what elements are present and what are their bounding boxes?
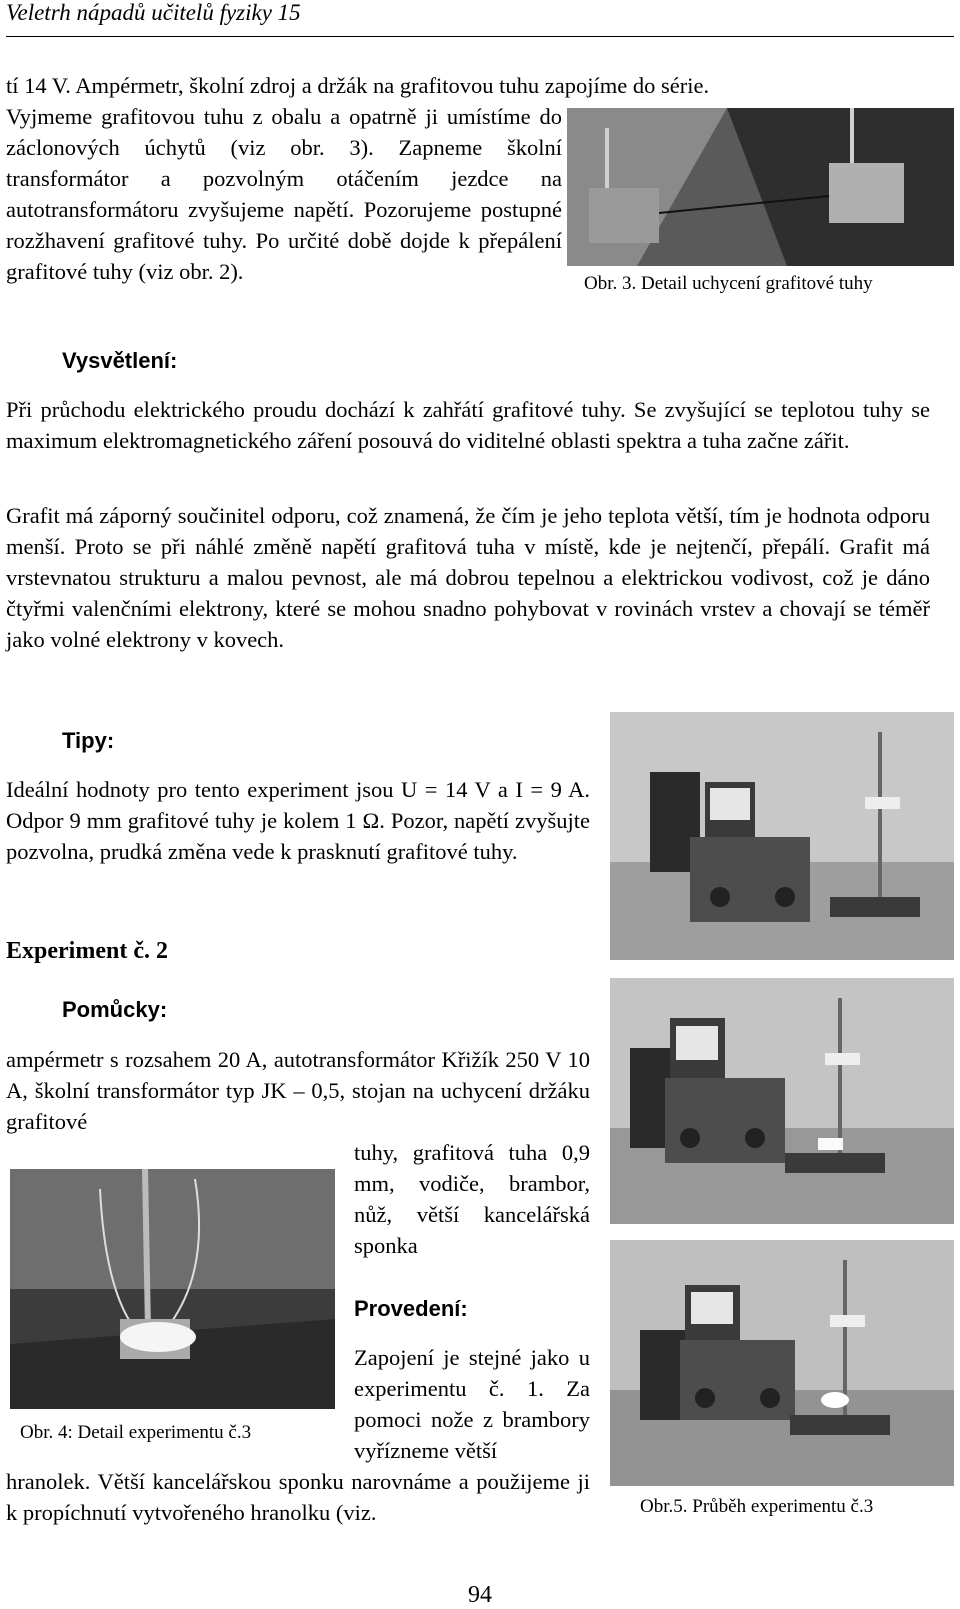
procedure-paragraph-part-1: Zapojení je stejné jako u experimentu č. 1. Za pomoci nože z brambory vyřízneme větší xyxy=(354,1345,590,1463)
running-header: Veletrh nápadů učitelů fyziky 15 xyxy=(6,0,954,37)
page-number: 94 xyxy=(468,1582,492,1608)
tips-heading: Tipy: xyxy=(62,728,115,753)
intro-paragraph: Vyjmeme grafitovou tuhu z obalu a opatrně ji umístíme do záclonových úchytů (viz obr. 3). Zapneme školní transformátor a pozvolným otáčením jezdce na autotransformátoru zvyšujeme napětí. Pozorujeme postupné rozžhavení grafitové tuhy. Po určité době dojde k přepálení grafitové tuhy (viz obr. 2). xyxy=(6,104,562,284)
figure-5-photo-2 xyxy=(610,978,954,1224)
figure-5-photo-3 xyxy=(610,1240,954,1486)
procedure-paragraph-part-2: hranolek. Větší kancelářskou sponku narovnáme a použijeme ji k propíchnutí vytvořeného hranolku (viz. xyxy=(6,1469,590,1525)
tools-heading: Pomůcky: xyxy=(62,997,168,1022)
figure-5-caption: Obr.5. Průběh experimentu č.3 xyxy=(640,1496,874,1517)
explanation-heading: Vysvětlení: xyxy=(62,348,178,373)
intro-first-line: tí 14 V. Ampérmetr, školní zdroj a držák na grafitovou tuhu zapojíme do série. xyxy=(6,73,710,98)
explanation-paragraph-2: Grafit má záporný součinitel odporu, což znamená, že čím je jeho teplota větší, tím je hodnota odporu menší. Proto se při náhlé změně napětí grafitová tuha v místě, kde je nejtenčí, přepálí. Grafit má vrstevnatou strukturu a malou pevnost, ale má dobrou tepelnou a elektrickou vodivost, což je dáno čtyřmi valenčními elektrony, které se mohou snadno pohybovat v rovinách vrstev a chovají se téměř jako volné elektrony v kovech. xyxy=(6,503,930,652)
experiment-2-title: Experiment č. 2 xyxy=(6,938,168,964)
figure-4-photo xyxy=(10,1169,335,1409)
figure-4-caption: Obr. 4: Detail experimentu č.3 xyxy=(20,1422,252,1443)
figure-3-caption: Obr. 3. Detail uchycení grafitové tuhy xyxy=(584,273,873,294)
procedure-heading: Provedení: xyxy=(354,1296,468,1321)
tools-paragraph-part-1: ampérmetr s rozsahem 20 A, autotransformátor Křižík 250 V 10 A, školní transformátor typ JK – 0,5, stojan na uchycení držáku grafitové xyxy=(6,1047,590,1134)
tools-paragraph-part-2: tuhy, grafitová tuha 0,9 mm, vodiče, brambor, nůž, větší kancelářská sponka xyxy=(354,1140,590,1258)
tips-paragraph: Ideální hodnoty pro tento experiment jsou U = 14 V a I = 9 A. Odpor 9 mm grafitové tuhy je kolem 1 Ω. Pozor, napětí zvyšujte pozvolna, prudká změna vede k prasknutí grafitové tuhy. xyxy=(6,777,590,864)
figure-3-photo xyxy=(567,108,954,266)
explanation-paragraph-1: Při průchodu elektrického proudu dochází k zahřátí grafitové tuhy. Se zvyšující se teplotou tuhy se maximum elektromagnetického záření posouvá do viditelné oblasti spektra a tuha začne zářit. xyxy=(6,397,930,453)
figure-5-photo-1 xyxy=(610,712,954,960)
